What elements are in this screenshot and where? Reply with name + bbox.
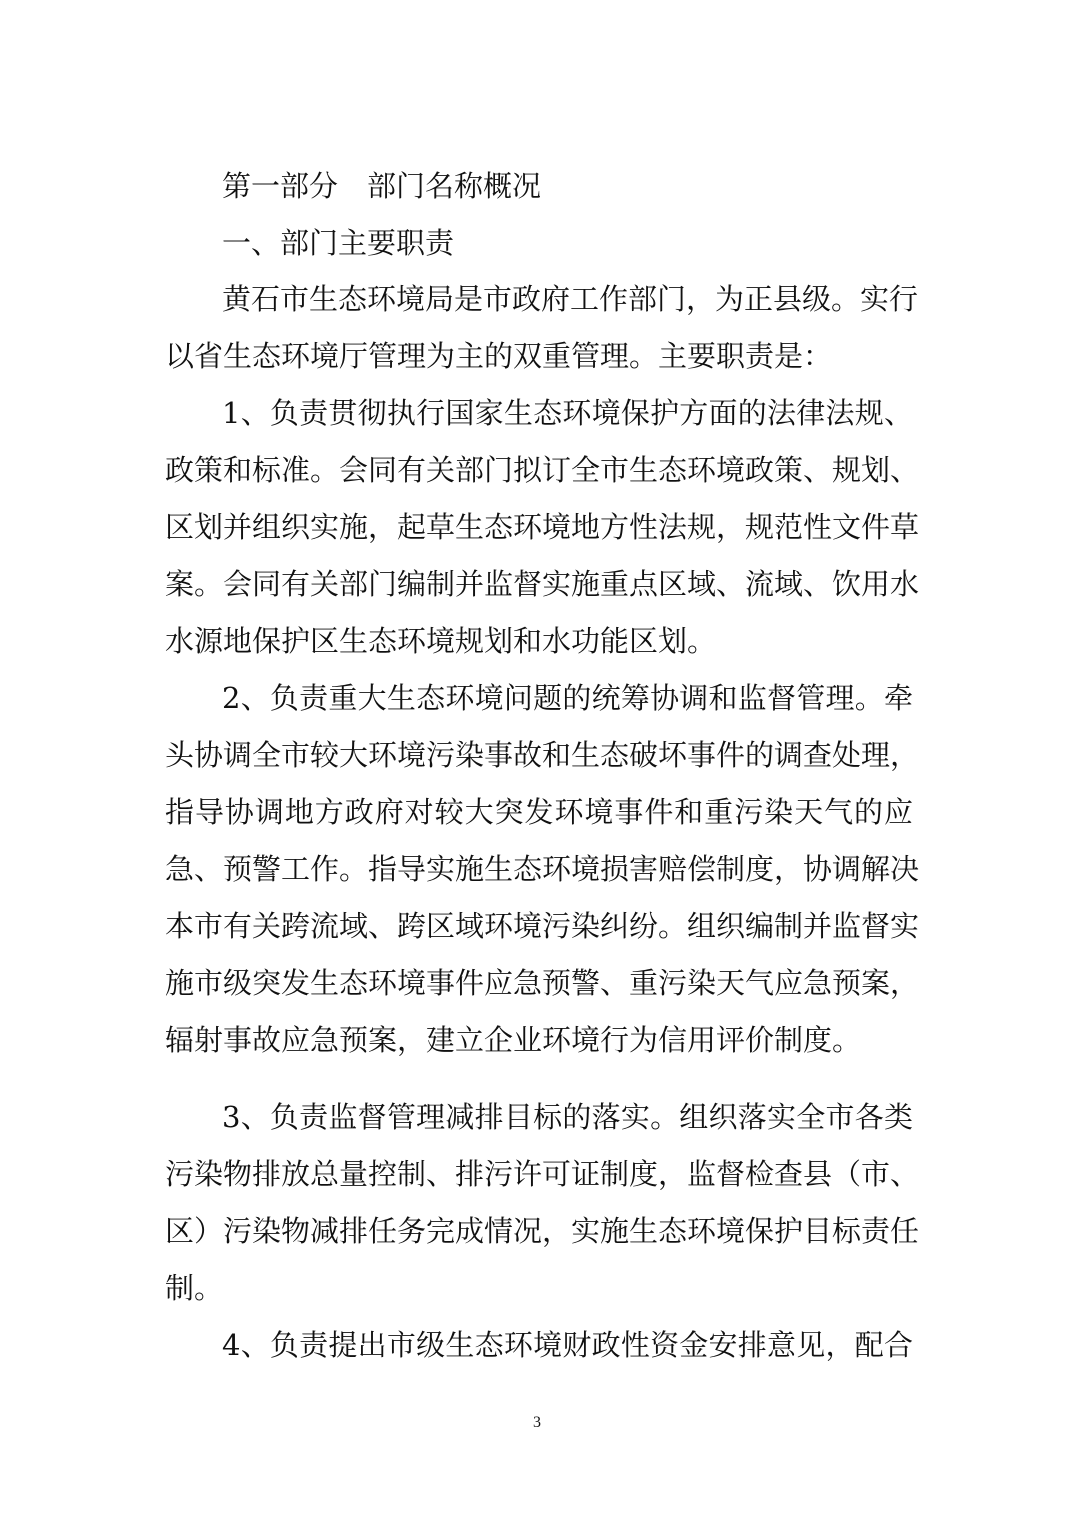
paragraph-line: 案。会同有关部门编制并监督实施重点区域、流域、饮用水 <box>165 567 920 601</box>
paragraph-line: 3、负责监督管理减排目标的落实。组织落实全市各类 <box>222 1100 913 1134</box>
paragraph-line: 4、负责提出市级生态环境财政性资金安排意见，配合 <box>222 1328 913 1362</box>
paragraph-line: 2、负责重大生态环境问题的统筹协调和监督管理。牵 <box>222 681 913 715</box>
paragraph-line: 本市有关跨流域、跨区域环境污染纠纷。组织编制并监督实 <box>165 909 920 943</box>
paragraph-line: 污染物排放总量控制、排污许可证制度，监督检查县（市、 <box>165 1157 920 1191</box>
page-number: 3 <box>533 1414 541 1431</box>
paragraph-line: 指导协调地方政府对较大突发环境事件和重污染天气的应 <box>165 795 913 829</box>
paragraph-line: 辐射事故应急预案，建立企业环境行为信用评价制度。 <box>165 1023 862 1057</box>
paragraph-line: 黄石市生态环境局是市政府工作部门，为正县级。实行 <box>222 282 919 316</box>
paragraph-line: 头协调全市较大环境污染事故和生态破坏事件的调查处理， <box>165 738 920 772</box>
paragraph-line: 施市级突发生态环境事件应急预警、重污染天气应急预案， <box>165 966 920 1000</box>
paragraph-line: 政策和标准。会同有关部门拟订全市生态环境政策、规划、 <box>165 453 920 487</box>
paragraph-line: 制。 <box>165 1271 224 1305</box>
part-title: 第一部分 部门名称概况 <box>222 169 542 203</box>
paragraph-line: 急、预警工作。指导实施生态环境损害赔偿制度，协调解决 <box>165 852 920 886</box>
paragraph-line: 水源地保护区生态环境规划和水功能区划。 <box>165 624 717 658</box>
paragraph-line: 区）污染物减排任务完成情况，实施生态环境保护目标责任 <box>165 1214 920 1248</box>
paragraph-line: 区划并组织实施，起草生态环境地方性法规，规范性文件草 <box>165 510 920 544</box>
paragraph-line: 以省生态环境厅管理为主的双重管理。主要职责是： <box>165 339 833 373</box>
paragraph-line: 1、负责贯彻执行国家生态环境保护方面的法律法规、 <box>222 396 913 430</box>
section-title: 一、部门主要职责 <box>222 226 455 260</box>
